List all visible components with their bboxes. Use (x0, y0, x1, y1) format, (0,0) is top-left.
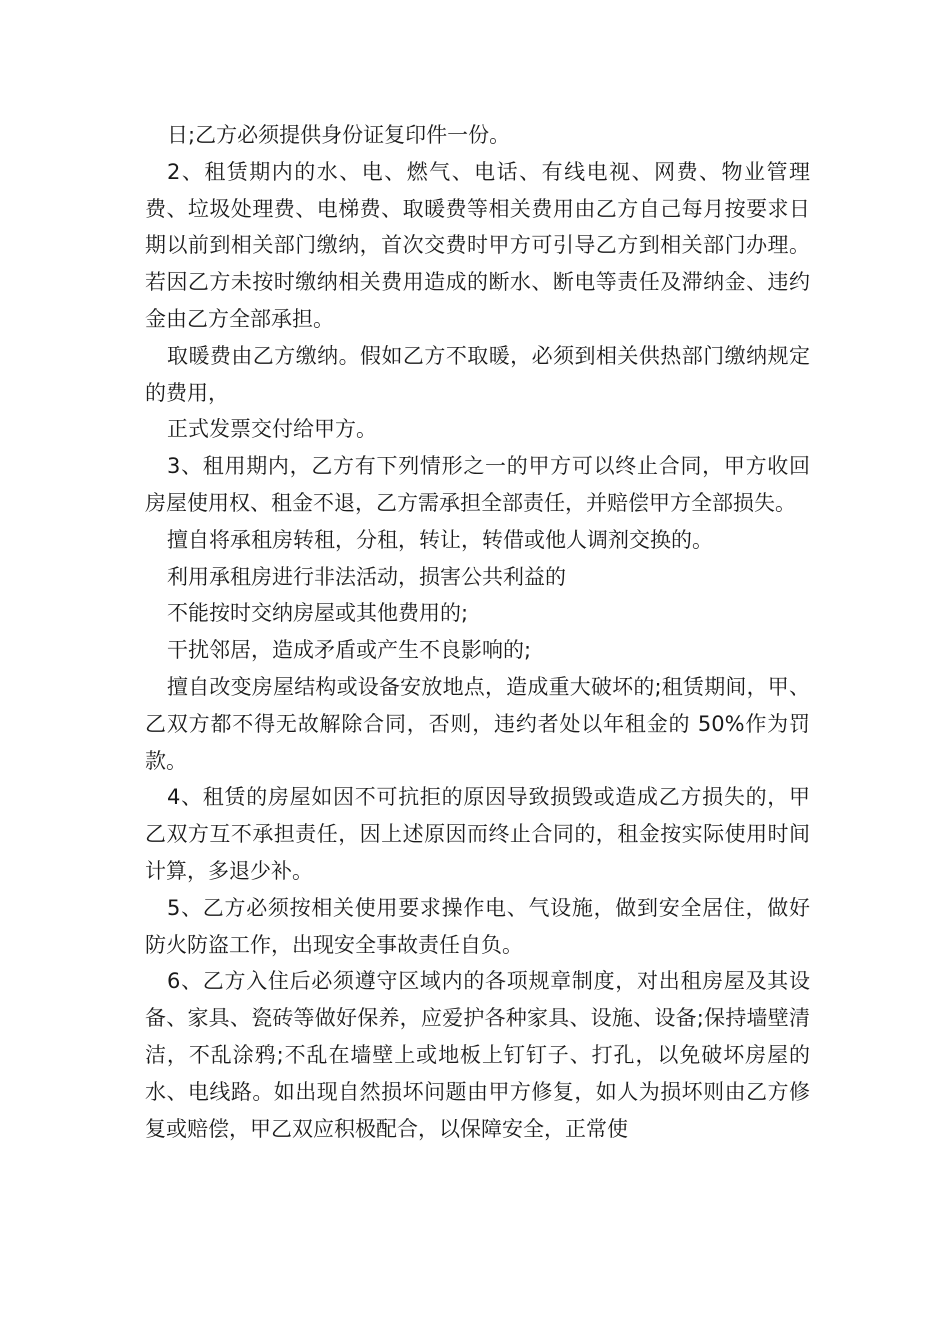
paragraph-clause-6-rules: 6、乙方入住后必须遵守区域内的各项规章制度，对出租房屋及其设备、家具、瓷砖等做好保养，应爱护各种家具、设施、设备;保持墙壁清洁，不乱涂鸦;不乱在墙壁上或地板上钉钉子、打孔，以免破坏房屋的水、电线路。如出现自然损坏问题由甲方修复，如人为损坏则由乙方修复或赔偿，甲乙双应积极配合，以保障安全，正常使 (145, 969, 810, 1141)
paragraph-structure-change: 擅自改变房屋结构或设备安放地点，造成重大破坏的;租赁期间，甲、乙双方都不得无故解除合同，否则，违约者处以年租金的 50%作为罚款。 (145, 674, 810, 773)
paragraph-clause-2-fees: 2、租赁期内的水、电、燃气、电话、有线电视、网费、物业管理费、垃圾处理费、电梯费、取暖费等相关费用由乙方自己每月按要求日期以前到相关部门缴纳，首次交费时甲方可引导乙方到相关部门办理。若因乙方未按时缴纳相关费用造成的断水、断电等责任及滞纳金、违约金由乙方全部承担。 (145, 159, 810, 331)
document-body (145, 117, 810, 1147)
paragraph-id-copy: 日;乙方必须提供身份证复印件一份。 (167, 123, 511, 147)
paragraph-late-payment: 不能按时交纳房屋或其他费用的; (167, 601, 469, 626)
paragraph-clause-3-termination: 3、租用期内，乙方有下列情形之一的甲方可以终止合同，甲方收回房屋使用权、租金不退，乙方需承担全部责任，并赔偿甲方全部损失。 (145, 454, 810, 515)
paragraph-clause-5-safety: 5、乙方必须按相关使用要求操作电、气设施，做到安全居住，做好防火防盗工作，出现安全事故责任自负。 (145, 895, 810, 957)
paragraph-disturb-neighbors: 干扰邻居，造成矛盾或产生不良影响的; (167, 638, 532, 663)
paragraph-sublet: 擅自将承租房转租，分租，转让，转借或他人调剂交换的。 (167, 527, 713, 552)
paragraph-illegal-activity: 利用承租房进行非法活动，损害公共利益的 (167, 564, 566, 589)
paragraph-heating-fee: 取暖费由乙方缴纳。假如乙方不取暖，必须到相关供热部门缴纳规定的费用， (145, 343, 810, 405)
paragraph-clause-4-force-majeure: 4、租赁的房屋如因不可抗拒的原因导致损毁或造成乙方损失的，甲乙双方互不承担责任，因上述原因而终止合同的，租金按实际使用时间计算，多退少补。 (145, 785, 810, 883)
paragraph-invoice: 正式发票交付给甲方。 (167, 417, 377, 442)
